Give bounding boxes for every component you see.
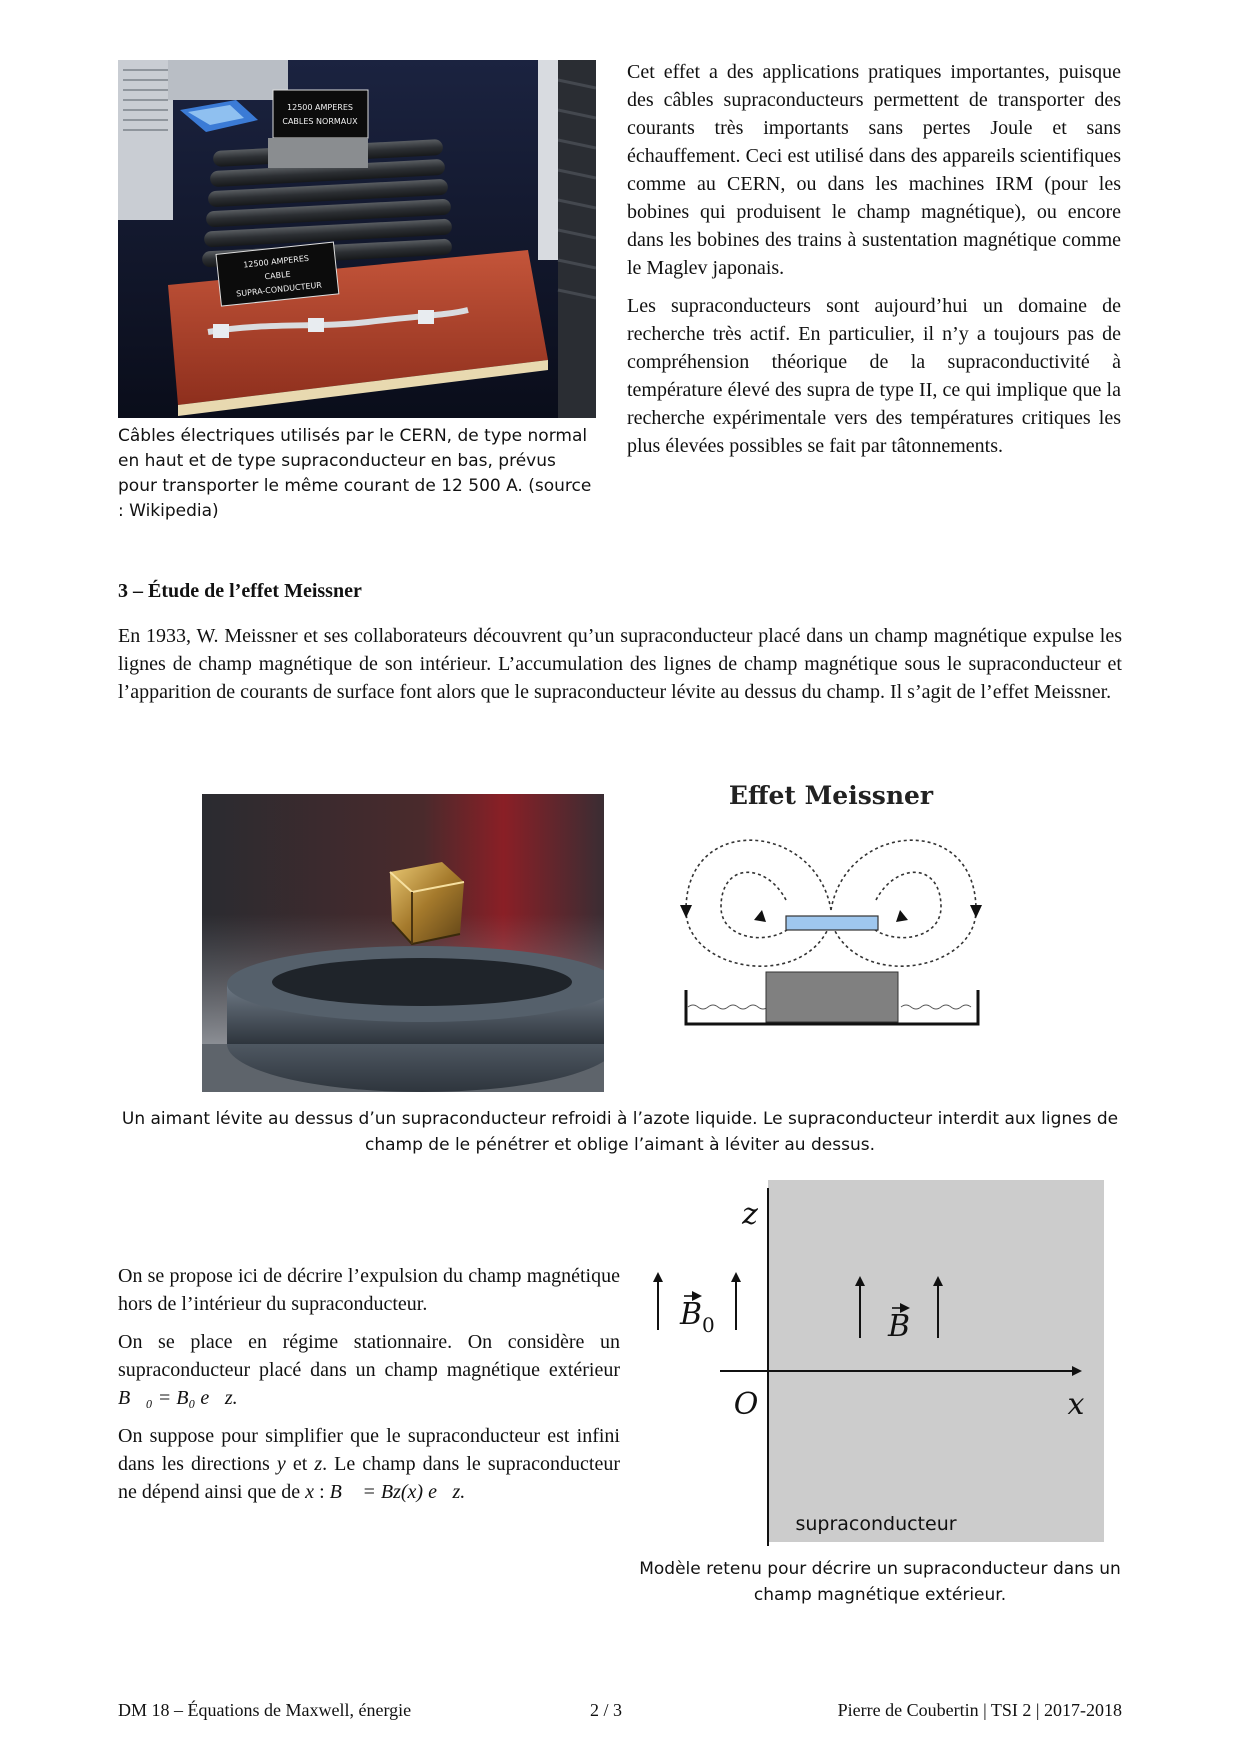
section-3-title: 3 – Étude de l’effet Meissner [118, 580, 362, 602]
sign-normal-line1: 12500 AMPERES [287, 103, 353, 112]
model-caption-line2: champ magnétique extérieur. [753, 1585, 1007, 1605]
equation-b0: B⃗₀ = B₀ e⃗z. [118, 1387, 238, 1409]
superconductor-region [768, 1180, 1104, 1542]
footer-page-number: 2 / 3 [590, 1700, 623, 1720]
b0-letter: B [680, 1297, 703, 1332]
magnet-block [766, 972, 898, 1022]
intro-paragraph-2: Les supraconducteurs sont aujourd’hui un domaine de recherche très actif. En particulier, il n’y a toujours pas de compréhension théorique de la supraconductivité à température élevé des supra de type II, ce qui implique que la recherche expérimentale vers des températures critiques les plus élevées possibles se fait par tâtonnements. [627, 295, 1121, 457]
levitating-magnet-figure [202, 794, 604, 1092]
var-z: z [314, 1453, 323, 1475]
footer-right: Pierre de Coubertin | TSI 2 | 2017-2018 [837, 1700, 1122, 1720]
b0-subscript: 0 [702, 1313, 715, 1337]
model-paragraph-3 [118, 1422, 620, 1506]
cern-figure-caption: Câbles électriques utilisés par le CERN, de type normal en haut et de type supraconducteur en bas, prévus pour transporter le même courant de 12 500 A. (source : Wikipedia) [118, 426, 592, 521]
var-y: y [276, 1453, 286, 1475]
meissner-caption-line2: champ de le pénétrer et oblige l’aimant à léviter au dessus. [365, 1135, 875, 1155]
meissner-figure-caption [110, 1106, 1130, 1158]
var-x: x [305, 1481, 315, 1503]
section-3-paragraph: En 1933, W. Meissner et ses collaborateurs découvrent qu’un supraconducteur placé dans un champ magnétique expulse les lignes de champ magnétique de son intérieur. L’accumulation des lignes de champ magnétique sous le supraconducteur et l’apparition de courants de surface font alors que le supraconducteur lévite au dessus du champ. Il s’agit de l’effet Meissner. [118, 625, 1122, 703]
model-paragraph-3-text-d: : [314, 1481, 330, 1503]
b-letter: B [888, 1309, 911, 1344]
model-paragraph-2-text: On se place en régime stationnaire. On considère un supraconducteur placé dans un champ magnétique extérieur [118, 1331, 620, 1381]
b0-label [679, 1296, 715, 1337]
field-lines [686, 840, 976, 966]
meissner-caption-line1: Un aimant lévite au dessus d’un supraconducteur refroidi à l’azote liquide. Le supraconducteur interdit aux lignes de [121, 1109, 1119, 1129]
cern-cables-photo [118, 60, 596, 418]
model-paragraph-3-text-b: et [285, 1453, 315, 1475]
levitating-magnet-photo [202, 794, 604, 1092]
b-label [887, 1308, 910, 1344]
meissner-diagram-title: Effet Meissner [728, 781, 934, 810]
sign-super-line3: SUPRA-CONDUCTEUR [235, 280, 323, 299]
sign-super-line2: CABLE [264, 269, 292, 282]
intro-text [627, 58, 1121, 460]
origin-label: O [733, 1387, 759, 1422]
levitating-bar [786, 916, 878, 930]
model-paragraph-3-text-c: . Le champ dans le supraconducteur ne dépend ainsi que de [118, 1453, 621, 1503]
sign-super-line1: 12500 AMPERES [242, 253, 310, 270]
superconductor-model-diagram [640, 1178, 1120, 1550]
model-figure-caption [620, 1556, 1140, 1608]
cern-cables-figure [118, 60, 596, 418]
footer-left: DM 18 – Équations de Maxwell, énergie [118, 1700, 412, 1720]
intro-paragraph-1: Cet effet a des applications pratiques importantes, puisque des câbles supraconducteurs permettent de transporter des courants très importants sans pertes Joule et sans échauffement. Ceci est utilisé dans des appareils scientifiques comme au CERN, ou dans les machines IRM (pour les bobines qui produisent le champ magnétique), ou encore dans les bobines des trains à sustentation magnétique comme le Maglev japonais. [627, 61, 1121, 279]
model-paragraph-1: On se propose ici de décrire l’expulsion du champ magnétique hors de l’intérieur du supraconducteur. [118, 1265, 620, 1315]
equation-b: B⃗ = Bz(x) e⃗z. [329, 1481, 466, 1503]
z-axis-label: z [742, 1197, 758, 1232]
x-axis-label: x [1067, 1387, 1085, 1422]
model-paragraph-3-text-a: On suppose pour simplifier que le supraconducteur est infini dans les directions [118, 1425, 620, 1475]
superconductor-label: supraconducteur [795, 1513, 957, 1535]
model-text [118, 1262, 620, 1506]
sign-normal-line2: CABLES NORMAUX [282, 117, 358, 126]
meissner-effect-diagram [666, 772, 996, 1042]
model-caption-line1: Modèle retenu pour décrire un supraconducteur dans un [639, 1559, 1121, 1579]
model-paragraph-2 [118, 1328, 620, 1412]
